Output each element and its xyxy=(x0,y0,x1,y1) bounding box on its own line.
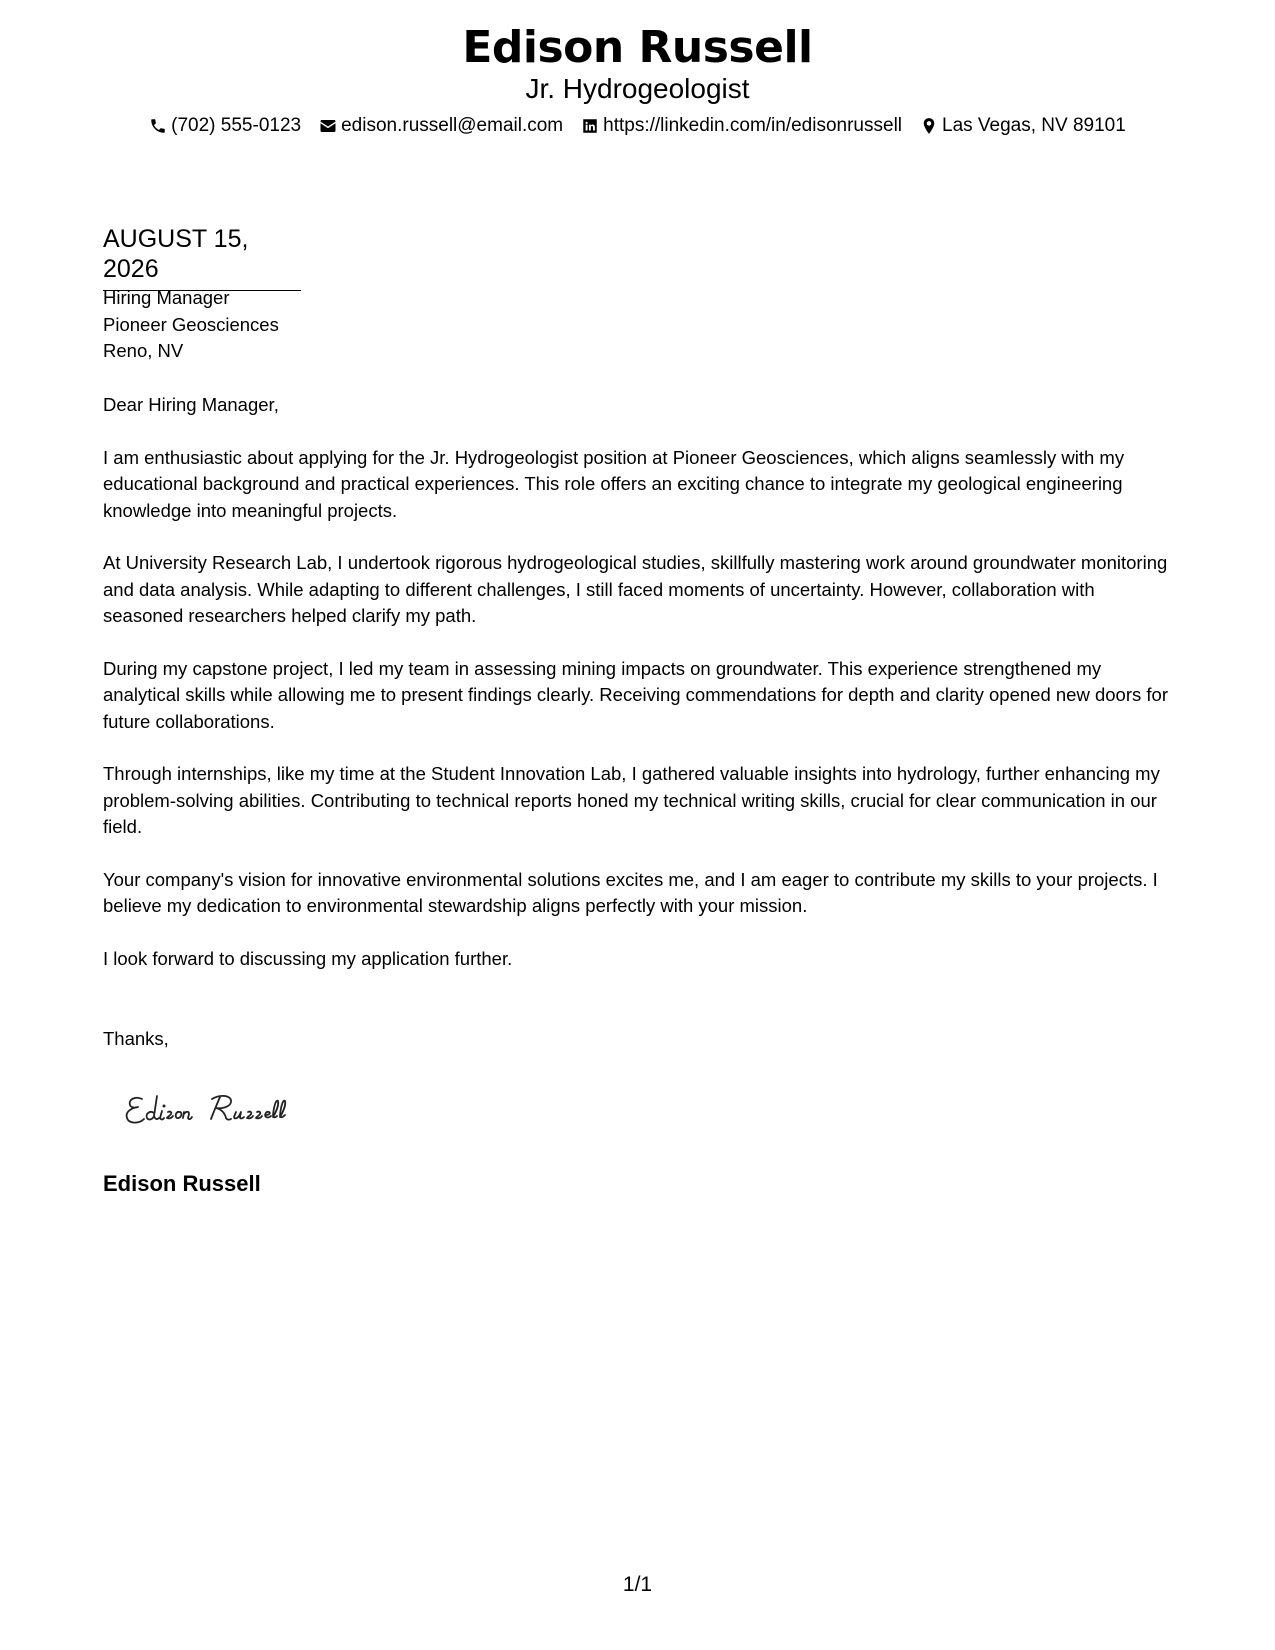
recipient-line: Reno, NV xyxy=(103,340,184,361)
envelope-icon xyxy=(319,117,337,135)
linkedin-text[interactable]: https://linkedin.com/in/edisonrussell xyxy=(603,115,903,136)
recipient-line: Pioneer Geosciences xyxy=(103,313,279,335)
body-paragraph: At University Research Lab, I undertook rigorous hydrogeological studies, skillfully mastering work around groundwater monitoring and data analysis. While adapting to different challenges, I still faced moments of uncertainty. However, collaboration with seasoned researchers helped clarify my path. xyxy=(103,552,1168,626)
phone-icon xyxy=(149,117,167,135)
body-paragraph: Your company's vision for innovative environmental solutions excites me, and I am eager to contribute my skills to your projects. I believe my dedication to environmental stewardship aligns perfectly with your mission. xyxy=(103,868,1158,916)
page-number: 1/1 xyxy=(622,1573,653,1596)
applicant-name: Edison Russell xyxy=(462,22,813,73)
date-block xyxy=(103,224,301,291)
letter-body xyxy=(103,392,1178,998)
handwritten-signature xyxy=(120,1085,350,1135)
contact-location xyxy=(920,114,1126,138)
signer-name: Edison Russell xyxy=(103,1171,261,1196)
phone-text: (702) 555-0123 xyxy=(171,115,302,136)
contact-bar xyxy=(0,114,1275,138)
letter-header xyxy=(0,22,1275,138)
body-paragraph: During my capstone project, I led my team in assessing mining impacts on groundwater. This experience strengthened my analytical skills while allowing me to present findings clearly. Receiving commendations for depth and clarity opened new doors for future collaborations. xyxy=(103,657,1168,732)
body-paragraph: Through internships, like my time at the Student Innovation Lab, I gathered valuable insights into hydrology, further enhancing my problem-solving abilities. Contributing to technical reports honed my technical writing skills, crucial for clear communication in our field. xyxy=(103,763,1160,837)
recipient-block xyxy=(103,285,279,365)
body-paragraph: I look forward to discussing my application further. xyxy=(103,947,513,969)
contact-phone xyxy=(149,114,301,138)
applicant-title: Jr. Hydrogeologist xyxy=(525,73,750,104)
recipient-line: Hiring Manager xyxy=(103,287,230,308)
salutation: Dear Hiring Manager, xyxy=(103,394,279,415)
contact-email[interactable] xyxy=(319,114,563,138)
contact-linkedin[interactable] xyxy=(581,114,902,138)
body-paragraph: I am enthusiastic about applying for the Jr. Hydrogeologist position at Pioneer Geosciences, which aligns seamlessly with my educational background and practical experiences. This role offers an exciting chance to integrate my geological engineering knowledge into meaningful projects. xyxy=(103,446,1125,521)
letter-date: AUGUST 15, 2026 xyxy=(103,224,301,291)
location-text: Las Vegas, NV 89101 xyxy=(942,115,1126,136)
linkedin-icon xyxy=(581,117,599,135)
valediction: Thanks, xyxy=(103,1028,169,1049)
email-text[interactable]: edison.russell@email.com xyxy=(341,115,564,136)
map-pin-icon xyxy=(920,117,938,135)
